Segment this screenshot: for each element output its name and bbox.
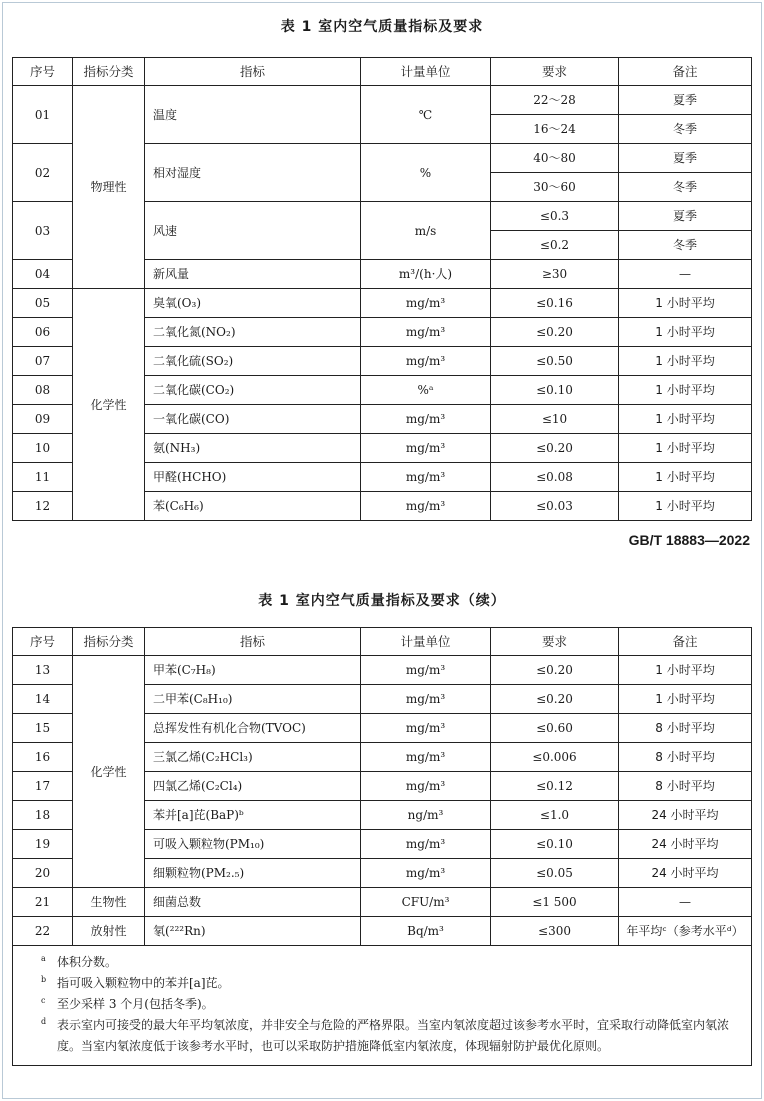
note: 1 小时平均 [619,685,752,714]
footnotes [13,946,752,1066]
note: 冬季 [619,231,752,260]
requirement: ≤0.20 [491,318,619,347]
row-no: 22 [13,917,73,946]
note: 夏季 [619,202,752,231]
footnote-mark: c [41,996,46,1005]
note: 24 小时平均 [619,859,752,888]
row-no: 21 [13,888,73,917]
note: 1 小时平均 [619,376,752,405]
category-physical: 物理性 [73,86,145,289]
table1-title: 表 1 室内空气质量指标及要求 [280,19,484,35]
indicator-name: 二氧化氮(NO₂) [145,318,361,347]
requirement: ≤300 [491,917,619,946]
header-indicator: 指标 [145,58,361,86]
footnote-text: 指可吸入颗粒物中的苯并[a]芘。 [57,976,230,990]
note: 夏季 [619,144,752,173]
footnote [41,952,741,973]
footnote-text: 至少采样 3 个月(包括冬季)。 [57,997,214,1011]
header-no: 序号 [13,58,73,86]
unit: mg/m³ [361,656,491,685]
note: 冬季 [619,173,752,202]
note: 1 小时平均 [619,347,752,376]
requirement: ≤1 500 [491,888,619,917]
indicator-name: 氨(NH₃) [145,434,361,463]
row-no: 15 [13,714,73,743]
note: 24 小时平均 [619,801,752,830]
indicator-name: 甲苯(C₇H₈) [145,656,361,685]
requirement: ≤10 [491,405,619,434]
table1 [12,57,752,521]
standard-id: GB/T 18883—2022 [628,532,750,548]
row-no: 06 [13,318,73,347]
requirement: ≤0.006 [491,743,619,772]
requirement: ≤0.50 [491,347,619,376]
indicator-name: 可吸入颗粒物(PM₁₀) [145,830,361,859]
unit: mg/m³ [361,434,491,463]
indicator-name: 风速 [145,202,361,260]
indicator-name: 细菌总数 [145,888,361,917]
requirement: ≤0.05 [491,859,619,888]
note: 1 小时平均 [619,289,752,318]
indicator-name: 三氯乙烯(C₂HCl₃) [145,743,361,772]
requirement: ≤0.10 [491,830,619,859]
unit: mg/m³ [361,492,491,521]
requirement: ≤0.2 [491,231,619,260]
header-note: 备注 [619,58,752,86]
row-no: 20 [13,859,73,888]
category-radioactive: 放射性 [73,917,145,946]
requirement: ≤0.10 [491,376,619,405]
row-no: 10 [13,434,73,463]
row-no: 05 [13,289,73,318]
unit: CFU/m³ [361,888,491,917]
table1-continued [12,627,752,1066]
requirement: ≤0.16 [491,289,619,318]
indicator-name: 新风量 [145,260,361,289]
unit: mg/m³ [361,289,491,318]
note: 24 小时平均 [619,830,752,859]
header-unit: 计量单位 [361,58,491,86]
category-chemical: 化学性 [73,289,145,521]
indicator-name: 氡(²²²Rn) [145,917,361,946]
indicator-name: 一氧化碳(CO) [145,405,361,434]
row-no: 19 [13,830,73,859]
row-no: 18 [13,801,73,830]
row-no: 01 [13,86,73,144]
header-no: 序号 [13,628,73,656]
indicator-name: 苯(C₆H₆) [145,492,361,521]
indicator-name: 四氯乙烯(C₂Cl₄) [145,772,361,801]
indicator-name: 甲醛(HCHO) [145,463,361,492]
unit: mg/m³ [361,859,491,888]
note: — [619,260,752,289]
requirement: ≤0.12 [491,772,619,801]
header-unit: 计量单位 [361,628,491,656]
note: 冬季 [619,115,752,144]
row-no: 04 [13,260,73,289]
row-no: 17 [13,772,73,801]
requirement: ≤0.60 [491,714,619,743]
unit: mg/m³ [361,463,491,492]
footnote [41,973,741,994]
indicator-name: 相对湿度 [145,144,361,202]
footnote [41,1015,741,1057]
unit: mg/m³ [361,347,491,376]
indicator-name: 臭氧(O₃) [145,289,361,318]
note: 8 小时平均 [619,714,752,743]
footnote-mark: a [41,954,46,963]
row-no: 02 [13,144,73,202]
requirement: ≤0.20 [491,656,619,685]
note: 1 小时平均 [619,434,752,463]
footnote [41,994,741,1015]
unit: ℃ [361,86,491,144]
unit: mg/m³ [361,405,491,434]
requirement: ≤0.3 [491,202,619,231]
requirement: 30～60 [491,173,619,202]
note: 1 小时平均 [619,463,752,492]
requirement: ≤1.0 [491,801,619,830]
row-no: 09 [13,405,73,434]
unit: mg/m³ [361,772,491,801]
requirement: ≤0.08 [491,463,619,492]
requirement: ≤0.20 [491,434,619,463]
note: — [619,888,752,917]
header-indicator: 指标 [145,628,361,656]
unit: ng/m³ [361,801,491,830]
row-no: 03 [13,202,73,260]
requirement: 22～28 [491,86,619,115]
indicator-name: 二氧化碳(CO₂) [145,376,361,405]
header-category: 指标分类 [73,628,145,656]
row-no: 08 [13,376,73,405]
unit: mg/m³ [361,743,491,772]
header-requirement: 要求 [491,58,619,86]
unit: m/s [361,202,491,260]
header-note: 备注 [619,628,752,656]
indicator-name: 苯并[a]芘(BaP)ᵇ [145,801,361,830]
footnote-text: 体积分数。 [57,955,118,969]
note: 年平均ᶜ（参考水平ᵈ） [619,917,752,946]
unit: Bq/m³ [361,917,491,946]
note: 夏季 [619,86,752,115]
requirement: ≥30 [491,260,619,289]
unit: % [361,144,491,202]
header-category: 指标分类 [73,58,145,86]
indicator-name: 二甲苯(C₈H₁₀) [145,685,361,714]
indicator-name: 细颗粒物(PM₂.₅) [145,859,361,888]
requirement: ≤0.03 [491,492,619,521]
footnote-mark: b [41,975,47,984]
indicator-name: 温度 [145,86,361,144]
note: 1 小时平均 [619,656,752,685]
indicator-name: 总挥发性有机化合物(TVOC) [145,714,361,743]
footnote-text: 表示室内可接受的最大年平均氡浓度，并非安全与危险的严格界限。当室内氡浓度超过该参考水平时，宜采取行动降低室内氡浓度。当室内氡浓度低于该参考水平时，也可以采取防护措施降低室内氡浓度，体现辐射防护最优化原则。 [57,1018,730,1053]
unit: mg/m³ [361,318,491,347]
unit: m³/(h·人) [361,260,491,289]
row-no: 14 [13,685,73,714]
category-chemical: 化学性 [73,656,145,888]
unit: mg/m³ [361,714,491,743]
row-no: 07 [13,347,73,376]
header-requirement: 要求 [491,628,619,656]
category-biological: 生物性 [73,888,145,917]
requirement: ≤0.20 [491,685,619,714]
unit: mg/m³ [361,685,491,714]
row-no: 11 [13,463,73,492]
note: 1 小时平均 [619,492,752,521]
row-no: 13 [13,656,73,685]
note: 8 小时平均 [619,772,752,801]
requirement: 40～80 [491,144,619,173]
table2-title: 表 1 室内空气质量指标及要求（续） [258,593,506,609]
note: 1 小时平均 [619,405,752,434]
footnote-mark: d [41,1017,47,1026]
row-no: 16 [13,743,73,772]
requirement: 16～24 [491,115,619,144]
unit: mg/m³ [361,830,491,859]
indicator-name: 二氧化硫(SO₂) [145,347,361,376]
row-no: 12 [13,492,73,521]
unit: %ᵃ [361,376,491,405]
note: 8 小时平均 [619,743,752,772]
note: 1 小时平均 [619,318,752,347]
